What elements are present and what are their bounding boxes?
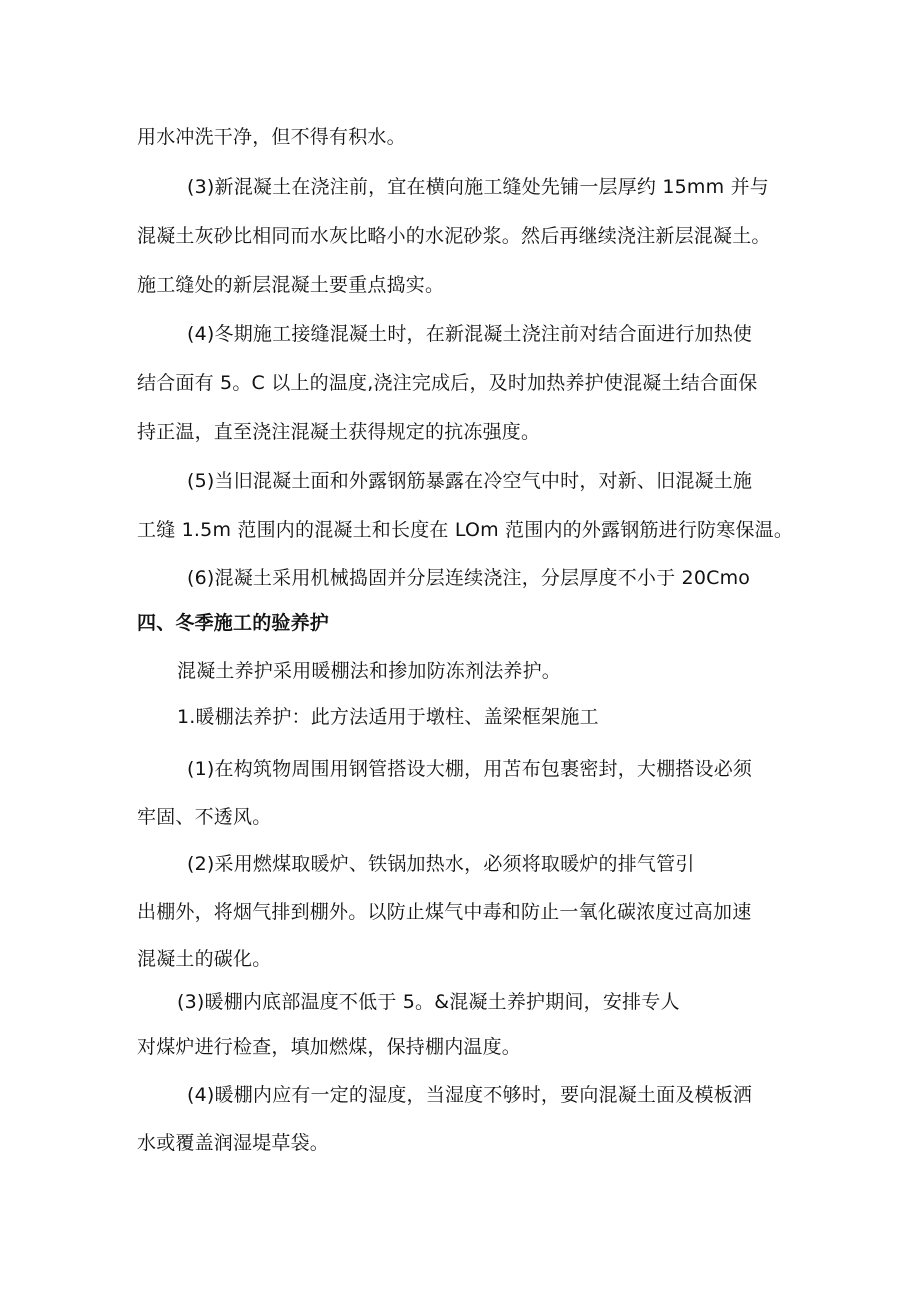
paragraph-line: 用水冲洗干净，但不得有积水。 — [137, 126, 406, 148]
paragraph-line: 持正温，直至浇注混凝土获得规定的抗冻强度。 — [137, 421, 541, 443]
paragraph-line: 混凝土养护采用暖棚法和掺加防冻剂法养护。 — [177, 660, 562, 682]
paragraph-line: 混凝土灰砂比相同而水灰比略小的水泥砂浆。然后再继续浇注新层混凝土。 — [137, 225, 771, 247]
paragraph-line: 1.暖棚法养护：此方法适用于墩柱、盖梁框架施工 — [177, 706, 599, 728]
section-heading: 四、冬季施工的验养护 — [137, 612, 330, 634]
paragraph-line: (6)混凝土采用机械捣固并分层连续浇注，分层厚度不小于 20Cmo — [187, 567, 751, 589]
paragraph-line: (1)在构筑物周围用钢管搭设大棚，用苫布包裹密封，大棚搭设必须 — [187, 758, 753, 780]
paragraph-line: 对煤炉进行检查，填加燃煤，保持棚内温度。 — [137, 1036, 522, 1058]
paragraph-line: (3)新混凝土在浇注前，宜在横向施工缝处先铺一层厚约 15mm 并与 — [187, 176, 769, 198]
paragraph-line: 混凝土的碳化。 — [137, 948, 272, 970]
paragraph-line: 施工缝处的新层混凝土要重点捣实。 — [137, 274, 445, 296]
paragraph-line: 工缝 1.5m 范围内的混凝土和长度在 LOm 范围内的外露钢筋进行防寒保温。 — [137, 519, 794, 541]
paragraph-line: 水或覆盖润湿堤草袋。 — [137, 1132, 330, 1154]
paragraph-line: (4)暖棚内应有一定的湿度，当湿度不够时，要向混凝土面及模板洒 — [187, 1084, 753, 1106]
paragraph-line: (5)当旧混凝土面和外露钢筋暴露在冷空气中时，对新、旧混凝土施 — [187, 470, 753, 492]
paragraph-line: 出棚外，将烟气排到棚外。以防止煤气中毒和防止一氧化碳浓度过高加速 — [137, 901, 752, 923]
paragraph-line: (3)暖棚内底部温度不低于 5。&混凝土养护期间，安排专人 — [177, 991, 680, 1013]
paragraph-line: 结合面有 5。C 以上的温度,浇注完成后，及时加热养护使混凝土结合面保 — [137, 372, 758, 394]
paragraph-line: (2)采用燃煤取暖炉、铁锅加热水，必须将取暖炉的排气管引 — [187, 853, 695, 875]
paragraph-line: 牢固、不透风。 — [137, 806, 272, 828]
paragraph-line: (4)冬期施工接缝混凝土时，在新混凝土浇注前对结合面进行加热使 — [187, 323, 753, 345]
